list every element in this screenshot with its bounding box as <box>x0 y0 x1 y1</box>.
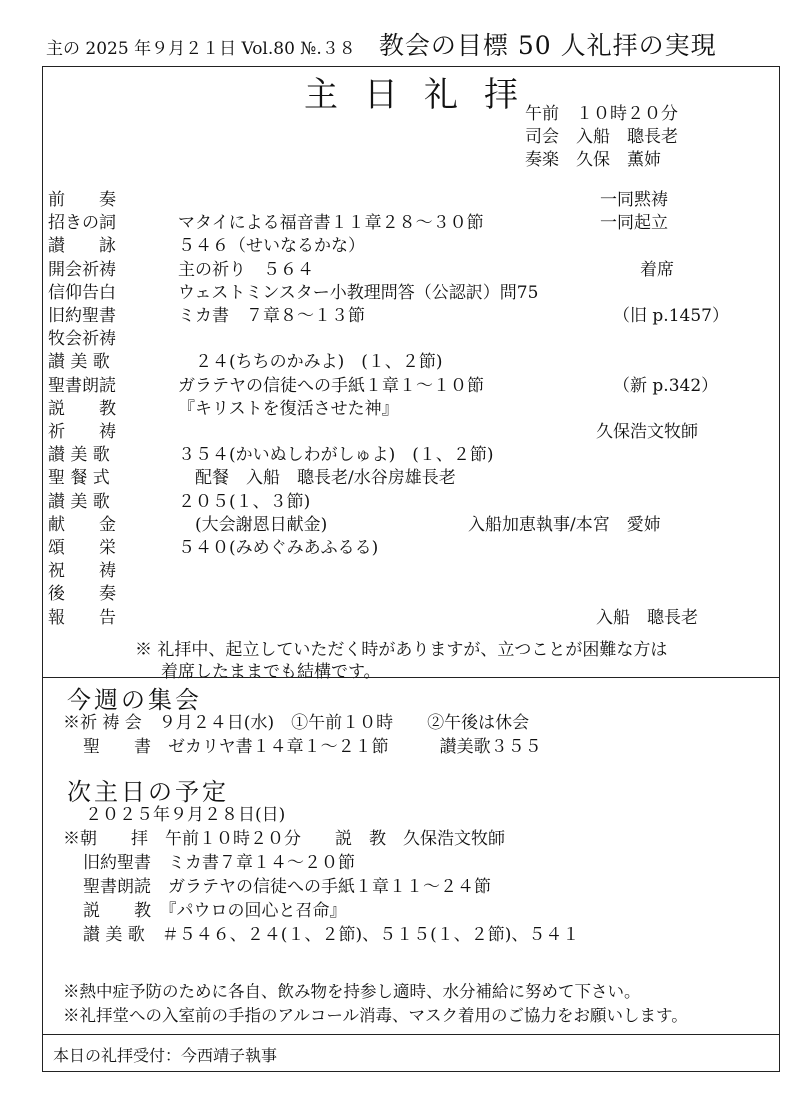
order-row <box>48 463 776 487</box>
order-row <box>48 324 776 348</box>
service-note-2: 着席したままでも結構です。 <box>161 662 381 682</box>
order-label: 信仰告白 <box>48 282 116 303</box>
issue-info: 主の 2025 年９月２１日 Vol.80 №.３８ <box>46 39 356 59</box>
order-note: 入船加恵執事/本宮 愛姉 <box>468 514 661 535</box>
order-row <box>48 278 776 302</box>
order-text: ２４(ちちのかみよ) (１、２節) <box>178 352 443 373</box>
service-organist: 奏楽 久保 薫姉 <box>525 150 661 170</box>
prayer-meeting: ※祈 祷 会 ９月２４日(水) ①午前１０時 ②午後は休会 <box>63 713 530 733</box>
order-label: 説 教 <box>48 398 116 419</box>
order-text: 『キリストを復活させた神』 <box>178 398 399 419</box>
order-row <box>48 208 776 232</box>
order-note: 着席 <box>640 259 674 280</box>
order-label: 後 奏 <box>48 584 116 605</box>
order-label: 頌 栄 <box>48 538 116 558</box>
order-row <box>48 603 776 627</box>
next-heading: 次主日の予定 <box>67 778 229 806</box>
order-text: ５４０(みめぐみあふるる) <box>178 538 379 558</box>
order-row <box>48 556 776 580</box>
order-label: 開会祈祷 <box>48 259 116 280</box>
reception-note: 本日の礼拝受付：今西靖子執事 <box>53 1046 278 1065</box>
order-text: ウェストミンスター小教理問答（公認訳）問75 <box>178 282 539 303</box>
order-label: 讃 美 歌 <box>48 491 110 512</box>
order-note: （新 p.342） <box>613 375 719 396</box>
order-text: (大会謝恩日献金) <box>178 514 328 535</box>
order-row <box>48 371 776 395</box>
order-note: 一同黙祷 <box>600 190 668 210</box>
notice-heat: ※熱中症予防のために各自、飲み物を持参し適時、水分補給に努めて下さい。 <box>63 982 641 1001</box>
order-note: 入船 聰長老 <box>596 607 698 628</box>
order-label: 祈 祷 <box>48 422 116 442</box>
next-ot: 旧約聖書 ミカ書７章１４～２０節 <box>83 853 355 873</box>
order-text: ５４６（せいなるかな） <box>178 236 365 257</box>
weekly-bible: 聖 書 ゼカリヤ書１４章１～２１節 讃美歌３５５ <box>83 737 542 757</box>
order-label: 聖 餐 式 <box>48 468 110 489</box>
order-label: 讃 美 歌 <box>48 445 110 466</box>
order-note: 一同起立 <box>600 213 668 234</box>
order-label: 前 奏 <box>48 190 116 210</box>
bulletin-box <box>42 66 780 1072</box>
order-label: 牧会祈祷 <box>48 329 116 350</box>
next-worship: ※朝 拝 午前１０時２０分 説 教 久保浩文牧師 <box>63 829 505 849</box>
next-date: ２０２５年９月２８日(日) <box>85 805 286 825</box>
order-label: 祝 祷 <box>48 561 116 582</box>
next-reading: 聖書朗読 ガラテヤの信徒への手紙１章１１～２４節 <box>83 877 491 897</box>
order-label: 招きの詞 <box>48 213 116 234</box>
order-text: ３５４(かいぬしわがしゅよ) (１、２節) <box>178 445 494 466</box>
order-row <box>48 185 776 209</box>
bulletin-header <box>46 26 776 60</box>
weekly-heading: 今週の集会 <box>67 686 202 714</box>
order-row <box>48 487 776 511</box>
church-goal: 教会の目標 50 人礼拝の実現 <box>378 31 717 60</box>
notice-entry: ※礼拝堂への入室前の手指のアルコール消毒、マスク着用のご協力をお願いします。 <box>63 1006 688 1025</box>
order-text: ミカ書 ７章８～１３節 <box>178 306 365 326</box>
service-title: 主日礼拝 <box>304 75 544 115</box>
service-time: 午前 １０時２０分 <box>525 104 678 124</box>
order-row <box>48 533 776 557</box>
order-row <box>48 417 776 441</box>
order-label: 讃 美 歌 <box>48 352 110 373</box>
service-section <box>43 67 779 682</box>
service-presider: 司会 入船 聰長老 <box>525 127 678 147</box>
order-label: 讃 詠 <box>48 236 116 257</box>
order-row <box>48 255 776 279</box>
order-label: 聖書朗読 <box>48 375 116 396</box>
footer-section <box>43 1034 779 1071</box>
order-text: 主の祈り ５６４ <box>178 259 314 280</box>
order-row <box>48 301 776 325</box>
order-label: 献 金 <box>48 514 116 535</box>
order-row <box>48 394 776 418</box>
order-label: 報 告 <box>48 607 116 628</box>
order-label: 旧約聖書 <box>48 306 116 326</box>
order-row <box>48 510 776 534</box>
order-text: ２０５(１、３節) <box>178 491 311 512</box>
announcements-section <box>43 677 779 1034</box>
order-text: マタイによる福音書１１章２８～３０節 <box>178 213 484 234</box>
order-text: 配餐 入船 聰長老/水谷房雄長老 <box>178 468 456 489</box>
order-text: ガラテヤの信徒への手紙１章１～１０節 <box>178 375 484 396</box>
order-row <box>48 579 776 603</box>
order-note: （旧 p.1457） <box>613 306 729 326</box>
order-row <box>48 347 776 371</box>
service-note-1: ※ 礼拝中、起立していただく時がありますが、立つことが困難な方は <box>135 640 668 660</box>
next-sermon: 説 教 『パウロの回心と召命』 <box>83 901 347 921</box>
order-note: 久保浩文牧師 <box>596 422 698 442</box>
order-row <box>48 440 776 464</box>
order-row <box>48 231 776 255</box>
next-hymns: 讃 美 歌 ＃５４６、２４(１、２節)、５１５(１、２節)、５４１ <box>83 925 580 945</box>
